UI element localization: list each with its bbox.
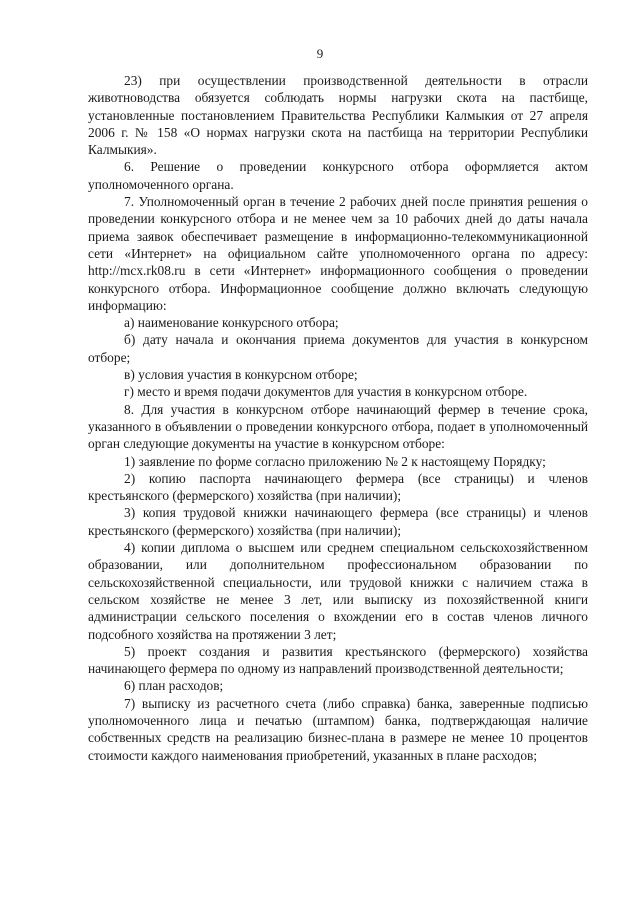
list-item-g: г) место и время подачи документов для участия в конкурсном отборе.	[124, 384, 528, 400]
document-body	[88, 72, 588, 764]
list-item-a: а) наименование конкурсного отбора;	[124, 315, 339, 331]
paragraph-7-announcement: 7. Уполномоченный орган в течение 2 рабочих дней после принятия решения о проведении конкурсного отбора и не менее чем за 10 рабочих дней до даты начала приема заявок обеспечивает размещение в информационно-телекоммуникационной сети «Интернет» на официальном сайте уполномоченного органа по адресу: http://mcx.rk08.ru в сети «Интернет» информационного сообщения о проведении конкурсного отбора. Информационное сообщение должно включать следующую информацию:	[88, 194, 588, 313]
document-item-2: 2) копию паспорта начинающего фермера (все страницы) и членов крестьянского (фермерского) хозяйства (при наличии);	[88, 470, 588, 504]
page-number: 9	[316, 46, 324, 61]
paragraph-item-23: 23) при осуществлении производственной деятельности в отрасли животноводства обязуется соблюдать нормы нагрузки скота на пастбище, установленные постановлением Правительства Республики Калмыкия от 27 апреля 2006 г. № 158 «О нормах нагрузки скота на пастбища на территории Республики Калмыкия».	[88, 73, 588, 158]
list-item-v: в) условия участия в конкурсном отборе;	[124, 367, 358, 383]
document-item-3: 3) копия трудовой книжки начинающего фермера (все страницы) и членов крестьянского (фермерского) хозяйства (при наличии);	[88, 505, 588, 538]
document-item-4: 4) копии диплома о высшем или среднем специальном сельскохозяйственном образовании, или дополнительном профессиональном образовании по сельскохозяйственной специальности, или трудовой книжки с наличием стажа в сельском хозяйстве не менее 3 лет, или выписку из похозяйственной книги администрации сельского поселения о вхождении его в состав членов личного подсобного хозяйства на протяжении 3 лет;	[88, 540, 588, 642]
document-item-6: 6) план расходов;	[124, 678, 224, 694]
document-item-7: 7) выписку из расчетного счета (либо справка) банка, заверенные подписью уполномоченного лица и печатью (штампом) банка, подтверждающая наличие собственных средств на реализацию бизнес-плана в размере не менее 10 процентов стоимости каждого наименования приобретений, указанных в плане расходов;	[88, 695, 588, 763]
paragraph-6-decision: 6. Решение о проведении конкурсного отбора оформляется актом уполномоченного органа.	[88, 159, 588, 192]
document-item-1: 1) заявление по форме согласно приложению № 2 к настоящему Порядку;	[124, 453, 546, 469]
paragraph-8-documents: 8. Для участия в конкурсном отборе начинающий фермер в течение срока, указанного в объявлении о проведении конкурсного отбора, подает в уполномоченный орган следующие документы на участие в конкурсном отборе:	[88, 401, 588, 452]
list-item-b: б) дату начала и окончания приема документов для участия в конкурсном отборе;	[88, 332, 588, 365]
document-item-5: 5) проект создания и развития крестьянского (фермерского) хозяйства начинающего фермера по одному из направлений производственной деятельности;	[88, 643, 588, 677]
